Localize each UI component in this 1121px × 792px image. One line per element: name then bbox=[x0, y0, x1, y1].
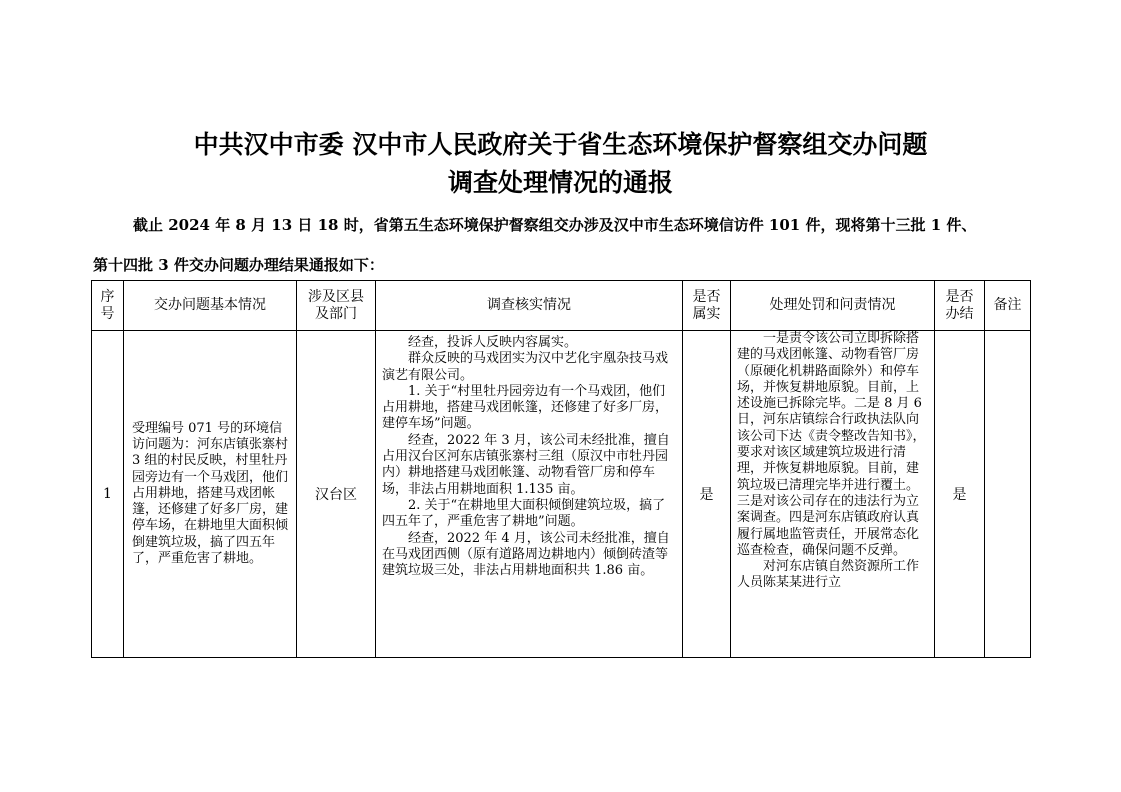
header-closed: 是否办结 bbox=[935, 281, 985, 331]
basic-situation-text: 受理编号 071 号的环境信访问题为：河东店镇张寨村 3 组的村民反映，村里牡丹园旁边有一个马戏团，他们占用耕地，搭建马戏团帐篷，还修建了好多厂房，建停车场，在耕地里大面积倾倒建筑垃圾，搞了四五年了，严重危害了耕地。 bbox=[132, 420, 289, 567]
report-table bbox=[91, 280, 1031, 658]
intro-paragraph-line-2: 第十四批 3 件交办问题办理结果通报如下： bbox=[93, 256, 384, 274]
survey-text bbox=[376, 331, 682, 657]
handling-text bbox=[731, 331, 934, 657]
header-seq: 序号 bbox=[92, 281, 124, 331]
cell-verified: 是 bbox=[683, 331, 731, 658]
header-remark: 备注 bbox=[985, 281, 1031, 331]
header-basic-situation: 交办问题基本情况 bbox=[124, 281, 297, 331]
intro-paragraph-line-1: 截止 2024 年 8 月 13 日 18 时，省第五生态环境保护督察组交办涉及汉中市生态环境信访件 101 件，现将第十三批 1 件、 bbox=[133, 216, 977, 234]
handling-paragraph: 一是责令该公司立即拆除搭建的马戏团帐篷、动物看管厂房（原硬化机耕路面除外）和停车场，并恢复耕地原貌。目前，上述设施已拆除完毕。二是 8 月 6 日，河东店镇综合行政执法队向该公司下达《责令整改告知书》，要求对该区域建筑垃圾进行清理，并恢复耕地原貌。目前，建筑垃圾已清理完毕并进行覆土。三是对该公司存在的违法行为立案调查。四是河东店镇政府认真履行属地监管责任，开展常态化巡查检查，确保问题不反弹。 bbox=[737, 331, 926, 558]
survey-paragraph: 1. 关于“村里牡丹园旁边有一个马戏团，他们占用耕地，搭建马戏团帐篷，还修建了好多厂房，建停车场”问题。 bbox=[382, 383, 669, 432]
document-title-line-1: 中共汉中市委 汉中市人民政府关于省生态环境保护督察组交办问题 bbox=[193, 130, 928, 159]
survey-paragraph: 2. 关于“在耕地里大面积倾倒建筑垃圾，搞了四五年了，严重危害了耕地”问题。 bbox=[382, 497, 666, 530]
cell-county: 汉台区 bbox=[297, 331, 376, 658]
header-verified: 是否属实 bbox=[683, 281, 731, 331]
cell-handling bbox=[731, 331, 935, 658]
survey-paragraph: 经查，2022 年 4 月，该公司未经批准，擅自在马戏团西侧（原有道路周边耕地内）倾倒砖渣等建筑垃圾三处，非法占用耕地面积共 1.86 亩。 bbox=[382, 530, 670, 579]
survey-paragraph: 群众反映的马戏团实为汉中艺化宇凰杂技马戏演艺有限公司。 bbox=[382, 351, 669, 383]
header-survey: 调查核实情况 bbox=[376, 281, 683, 331]
cell-survey bbox=[376, 331, 683, 658]
cell-seq: 1 bbox=[92, 331, 124, 658]
header-handling: 处理处罚和问责情况 bbox=[731, 281, 935, 331]
survey-paragraph: 经查，投诉人反映内容属实。 bbox=[408, 335, 578, 350]
table-header-row bbox=[92, 281, 1031, 331]
table-row bbox=[92, 331, 1031, 658]
header-county-dept: 涉及区县及部门 bbox=[297, 281, 376, 331]
cell-closed: 是 bbox=[935, 331, 985, 658]
document-title-line-2: 调查处理情况的通报 bbox=[447, 168, 673, 197]
cell-basic-situation bbox=[124, 331, 297, 658]
handling-paragraph: 对河东店镇自然资源所工作人员陈某某进行立 bbox=[737, 559, 920, 591]
survey-paragraph: 经查，2022 年 3 月，该公司未经批准，擅自占用汉台区河东店镇张寨村三组（原汉中市牡丹园内）耕地搭建马戏团帐篷、动物看管厂房和停车场，非法占用耕地面积 1.135 亩。 bbox=[382, 432, 670, 497]
cell-remark bbox=[985, 331, 1031, 658]
